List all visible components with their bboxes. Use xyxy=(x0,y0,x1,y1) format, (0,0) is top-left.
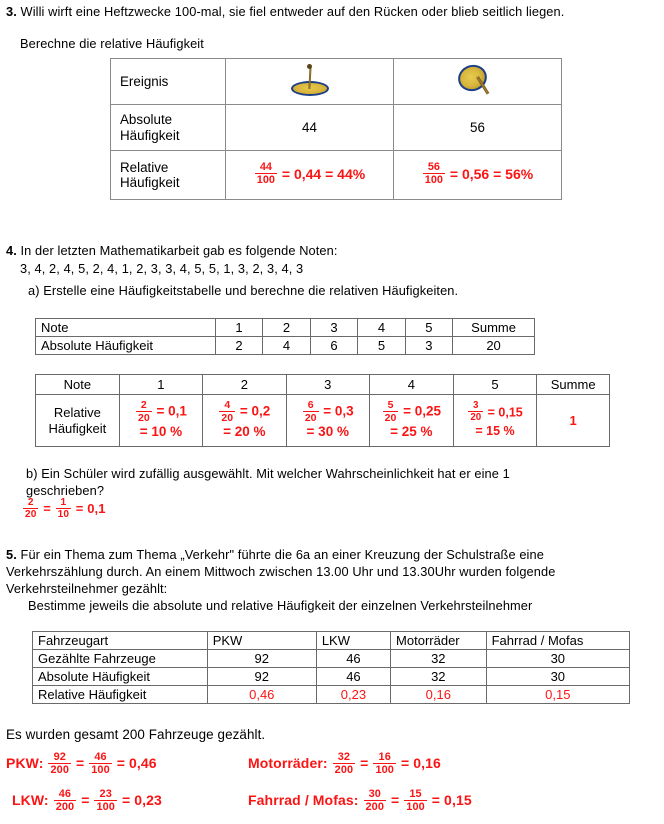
numerator: 4 xyxy=(224,398,231,411)
numerator: 46 xyxy=(94,750,107,763)
row-label-line2: Häufigkeit xyxy=(120,175,180,190)
header-note: Note xyxy=(36,319,216,337)
section5-prompt-text1: Für ein Thema zum Thema „Verkehr" führte die 6a an einer Kreuzung der Schulstraße eine xyxy=(20,547,544,562)
section3-number: 3. xyxy=(6,4,17,19)
fraction-expression xyxy=(254,163,365,188)
table-noten-absolute xyxy=(35,318,535,355)
relative-expression xyxy=(203,400,285,439)
percent-value: = 10 % xyxy=(139,424,183,440)
expression-tail: = 0,56 = 56% xyxy=(449,165,534,182)
section3-prompt-text: Willi wirft eine Heftzwecke 100-mal, sie fiel entweder auf den Rücken oder blieb seitlich liegen. xyxy=(20,4,565,19)
equals-sign-1: = xyxy=(43,501,51,517)
row-label-line1: Relative xyxy=(53,405,101,420)
fraction-first xyxy=(333,752,356,777)
cell-absolut-lkw: 46 xyxy=(316,668,390,686)
table-header-row xyxy=(33,632,630,650)
cell-abs-1: 2 xyxy=(215,337,262,355)
cell-gezaehlt-fahrrad: 30 xyxy=(486,650,629,668)
tack-on-back-icon xyxy=(287,60,333,100)
cell-absolute-side: 56 xyxy=(394,105,562,151)
table-row xyxy=(111,59,562,105)
fraction-second xyxy=(56,498,71,521)
percent-value: = 15 % xyxy=(475,424,515,439)
numerator: 46 xyxy=(58,787,72,800)
calc-label: Motorräder: xyxy=(248,755,328,772)
result-value: = 0,46 xyxy=(116,755,157,772)
section4-task-a: a) Erstelle eine Häufigkeitstabelle und berechne die relativen Häufigkeiten. xyxy=(28,283,459,298)
fraction-expression xyxy=(422,163,533,188)
fraction-first xyxy=(54,789,77,814)
section4-number: 4. xyxy=(6,243,17,258)
numerator: 32 xyxy=(337,750,351,763)
table-header-row xyxy=(36,319,535,337)
equals-value: = 0,1 xyxy=(156,403,187,419)
expression-line1 xyxy=(287,400,369,424)
denominator: 20 xyxy=(470,412,482,424)
expression-tail: = 0,44 = 44% xyxy=(281,165,366,182)
row-label-absolute-haeufigkeit xyxy=(111,105,226,151)
cell-relative-1 xyxy=(119,395,202,447)
fraction xyxy=(423,162,445,187)
row-label-absolute-haeufigkeit: Absolute Häufigkeit xyxy=(36,337,216,355)
denominator: 100 xyxy=(424,174,443,187)
cell-relative-4 xyxy=(369,395,453,447)
row-label-absolute-haeufigkeit: Absolute Häufigkeit xyxy=(33,668,208,686)
fraction-first xyxy=(364,789,387,814)
cell-abs-4: 5 xyxy=(358,337,405,355)
section5-total-text: Es wurden gesamt 200 Fahrzeuge gezählt. xyxy=(6,727,266,742)
header-note: Note xyxy=(36,375,120,395)
denominator: 20 xyxy=(25,509,37,521)
equals-sign: = xyxy=(75,755,85,772)
cell-event-tack-on-back xyxy=(226,59,394,105)
header-note-3: 3 xyxy=(286,375,369,395)
fraction xyxy=(468,401,483,423)
calc-expression xyxy=(12,789,162,814)
cell-gezaehlt-lkw: 46 xyxy=(316,650,390,668)
calc-fahrrad-mofas xyxy=(248,789,472,814)
row-label-ereignis: Ereignis xyxy=(111,59,226,105)
header-note-1: 1 xyxy=(215,319,262,337)
fraction xyxy=(136,400,152,424)
result-value: = 0,23 xyxy=(121,792,162,809)
denominator: 200 xyxy=(334,763,354,776)
section5-prompt-line2: Verkehrszählung durch. An einem Mittwoch zwischen 13.00 Uhr und 13.30Uhr wurden folgende xyxy=(6,564,556,579)
fraction xyxy=(219,400,235,424)
calc-expression xyxy=(248,789,472,814)
section4-task-b-line1: b) Ein Schüler wird zufällig ausgewählt. Mit welcher Wahrscheinlichkeit hat er eine 1 xyxy=(26,466,510,481)
percent-value: = 25 % xyxy=(390,424,433,440)
relative-expression xyxy=(287,400,369,439)
fraction-second xyxy=(94,789,117,814)
calc-label: PKW: xyxy=(6,755,44,772)
row-label-line2: Häufigkeit xyxy=(48,420,107,436)
fraction xyxy=(303,400,319,424)
cell-event-tack-on-side xyxy=(394,59,562,105)
section5-prompt-line1 xyxy=(6,547,544,563)
denominator: 100 xyxy=(96,800,115,813)
table-row xyxy=(33,650,630,668)
header-note-3: 3 xyxy=(310,319,357,337)
cell-relative-5 xyxy=(453,395,537,447)
expression-line1 xyxy=(454,402,537,424)
cell-absolut-pkw: 92 xyxy=(207,668,316,686)
header-note-5: 5 xyxy=(405,319,452,337)
numerator: 56 xyxy=(427,161,440,173)
section4-prompt-text: In der letzten Mathematikarbeit gab es folgende Noten: xyxy=(20,243,338,258)
fraction xyxy=(255,162,277,187)
header-pkw: PKW xyxy=(207,632,316,650)
table-row xyxy=(33,686,630,704)
fraction-second xyxy=(373,752,396,777)
tack-on-side-icon xyxy=(455,60,501,100)
calc-expression xyxy=(248,752,441,777)
numerator: 30 xyxy=(368,787,381,800)
numerator: 1 xyxy=(60,496,67,508)
calc-label: LKW: xyxy=(12,792,49,809)
header-summe: Summe xyxy=(453,319,535,337)
fraction-second xyxy=(89,752,112,777)
expression-line1 xyxy=(120,400,202,424)
denominator: 200 xyxy=(55,800,75,813)
header-fahrrad-mofas: Fahrrad / Mofas xyxy=(486,632,629,650)
header-note-1: 1 xyxy=(119,375,202,395)
row-label-gezaehlte-fahrzeuge: Gezählte Fahrzeuge xyxy=(33,650,208,668)
row-label-relative-haeufigkeit: Relative Häufigkeit xyxy=(33,686,208,704)
table-row xyxy=(111,105,562,151)
numerator: 15 xyxy=(409,787,422,800)
equals-value: = 0,15 xyxy=(487,405,523,420)
table-row xyxy=(33,668,630,686)
section5-prompt-line4: Bestimme jeweils die absolute und relative Häufigkeit der einzelnen Verkehrsteilnehmer xyxy=(28,598,533,613)
cell-gezaehlt-pkw: 92 xyxy=(207,650,316,668)
calc-lkw xyxy=(12,789,162,814)
equals-sign: = xyxy=(360,755,369,772)
equals-sign: = xyxy=(81,792,90,809)
numerator: 6 xyxy=(307,398,314,411)
cell-abs-2: 4 xyxy=(263,337,310,355)
calc-expression xyxy=(6,752,157,777)
result-value: = 0,15 xyxy=(431,792,472,809)
header-note-2: 2 xyxy=(203,375,286,395)
cell-relativ-lkw: 0,23 xyxy=(316,686,390,704)
denominator: 100 xyxy=(91,763,110,776)
header-fahrzeugart: Fahrzeugart xyxy=(33,632,208,650)
row-label-line2: Häufigkeit xyxy=(120,127,180,143)
calc-pkw xyxy=(6,752,157,777)
equals-value: = 0,25 xyxy=(403,403,442,419)
numerator: 44 xyxy=(259,161,272,173)
section4-task-b-line2: geschrieben? xyxy=(26,483,105,498)
denominator: 20 xyxy=(221,411,234,424)
cell-relativ-pkw: 0,46 xyxy=(207,686,316,704)
header-motorraeder: Motorräder xyxy=(391,632,487,650)
table-noten-relative xyxy=(35,374,610,447)
expression-line1 xyxy=(370,400,453,424)
numerator: 2 xyxy=(140,398,147,411)
calc-label: Fahrrad / Mofas: xyxy=(248,792,359,809)
denominator: 100 xyxy=(375,763,394,776)
denominator: 200 xyxy=(50,763,69,776)
header-note-4: 4 xyxy=(358,319,405,337)
row-label-relative-haeufigkeit xyxy=(36,395,120,447)
numerator: 92 xyxy=(53,750,66,763)
table-row xyxy=(36,337,535,355)
header-note-5: 5 xyxy=(453,375,537,395)
cell-abs-3: 6 xyxy=(310,337,357,355)
table-header-row xyxy=(36,375,610,395)
equals-sign: = xyxy=(391,792,400,809)
result-value: = 0,1 xyxy=(75,501,106,517)
relative-expression xyxy=(120,400,202,439)
table-verkehrszaehlung xyxy=(32,631,630,704)
cell-relative-2 xyxy=(203,395,286,447)
cell-relative-side xyxy=(394,151,562,200)
denominator: 10 xyxy=(57,509,70,521)
answer-expression xyxy=(22,498,106,521)
row-label-line1: Relative xyxy=(120,159,169,175)
header-note-2: 2 xyxy=(263,319,310,337)
calc-motorraeder xyxy=(248,752,441,777)
fraction-first xyxy=(23,498,38,521)
denominator: 20 xyxy=(384,411,397,424)
equals-value: = 0,3 xyxy=(323,403,354,419)
denominator: 200 xyxy=(365,800,385,813)
numerator: 23 xyxy=(99,787,112,800)
cell-relativ-motorraeder: 0,16 xyxy=(391,686,487,704)
denominator: 100 xyxy=(256,174,275,187)
cell-absolut-fahrrad: 30 xyxy=(486,668,629,686)
denominator: 100 xyxy=(406,800,425,813)
percent-value: = 20 % xyxy=(223,424,266,440)
cell-abs-sum: 20 xyxy=(453,337,535,355)
header-note-4: 4 xyxy=(369,375,453,395)
header-lkw: LKW xyxy=(316,632,390,650)
fraction-first xyxy=(48,752,71,777)
table-row xyxy=(36,395,610,447)
section4-prompt-line xyxy=(6,243,338,259)
relative-expression xyxy=(454,402,537,439)
fraction-second xyxy=(404,789,427,814)
numerator: 3 xyxy=(473,400,479,412)
cell-relative-sum: 1 xyxy=(537,395,610,447)
numerator: 5 xyxy=(387,398,394,411)
section4-task-b-answer xyxy=(22,498,106,521)
cell-relativ-fahrrad: 0,15 xyxy=(486,686,629,704)
denominator: 20 xyxy=(137,411,150,424)
section5-prompt-line3: Verkehrsteilnehmer gezählt: xyxy=(6,581,168,596)
table-row xyxy=(111,151,562,200)
cell-absolute-back: 44 xyxy=(226,105,394,151)
expression-line1 xyxy=(203,400,285,424)
table-thumbtack-frequency xyxy=(110,58,562,200)
section5-number: 5. xyxy=(6,547,17,562)
numerator: 16 xyxy=(378,750,391,763)
cell-relative-back xyxy=(226,151,394,200)
header-summe: Summe xyxy=(537,375,610,395)
percent-value: = 30 % xyxy=(306,424,349,440)
numerator: 2 xyxy=(27,496,34,508)
equals-value: = 0,2 xyxy=(239,403,271,419)
fraction xyxy=(383,400,399,424)
section3-prompt-line xyxy=(6,4,564,20)
section3-subprompt: Berechne die relative Häufigkeit xyxy=(20,36,204,51)
relative-expression xyxy=(370,400,453,439)
result-value: = 0,16 xyxy=(400,755,441,772)
cell-absolut-motorraeder: 32 xyxy=(391,668,487,686)
row-label-line1: Absolute xyxy=(120,112,173,127)
row-label-relative-haeufigkeit xyxy=(111,151,226,200)
cell-gezaehlt-motorraeder: 32 xyxy=(391,650,487,668)
cell-relative-3 xyxy=(286,395,369,447)
section4-data-line: 3, 4, 2, 4, 5, 2, 4, 1, 2, 3, 3, 4, 5, 5, 1, 3, 2, 3, 4, 3 xyxy=(20,261,304,276)
cell-abs-5: 3 xyxy=(405,337,452,355)
denominator: 20 xyxy=(304,411,317,424)
